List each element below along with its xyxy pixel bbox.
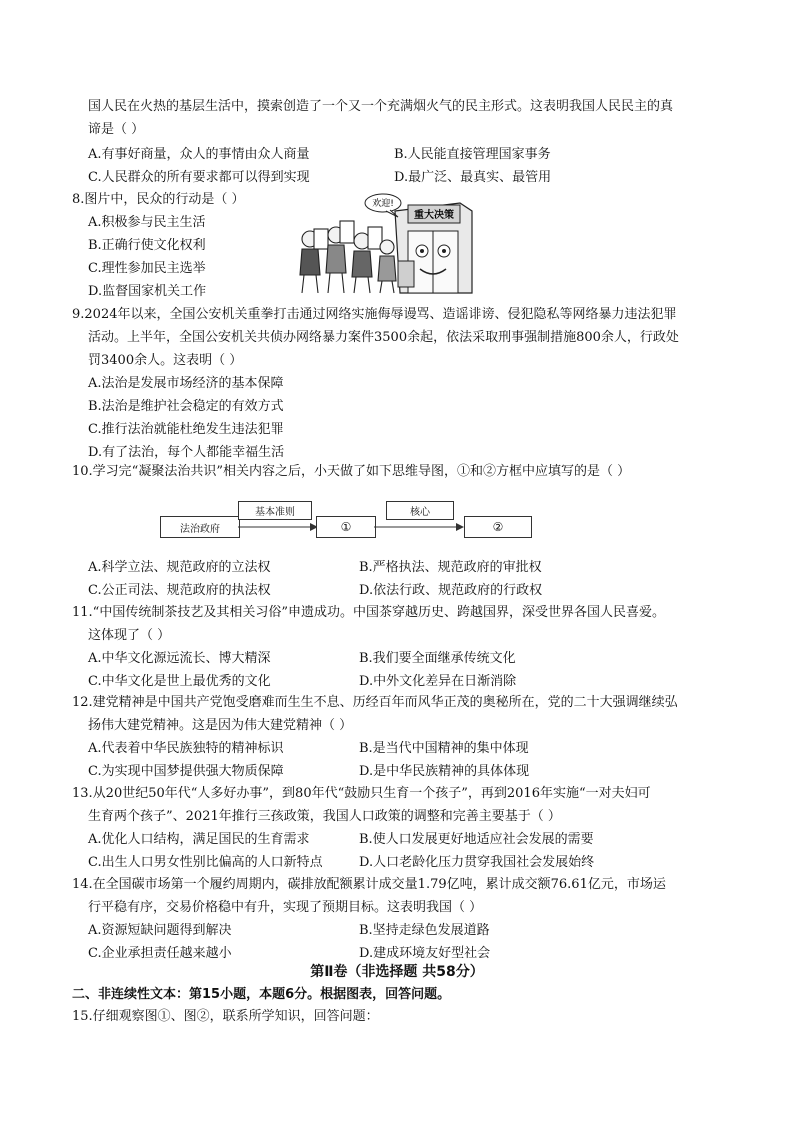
part2-section-heading: 二、非连续性文本：第15小题，本题6分。根据图表，回答问题。: [72, 987, 451, 1002]
q14-stem-line1: 14.在全国碳市场第一个履约周期内，碳排放配额累计成交量1.79亿吨，累计成交额76.61亿元，市场运: [72, 877, 666, 892]
q10-mind-map: [160, 499, 532, 545]
q10-option-d: D.依法行政、规范政府的行政权: [359, 583, 543, 598]
q7-stem-line1: 国人民在火热的基层生活中，摸索创造了一个又一个充满烟火气的民主形式。这表明我国人民民主的真: [88, 99, 674, 114]
q13-option-d: D.人口老龄化压力贯穿我国社会发展始终: [359, 855, 595, 870]
q9-option-b: B.法治是维护社会稳定的有效方式: [88, 399, 284, 414]
q8-option-d: D.监督国家机关工作: [88, 284, 207, 299]
q11-option-b: B.我们要全面继承传统文化: [359, 651, 516, 666]
q10-option-b: B.严格执法、规范政府的审批权: [359, 560, 542, 575]
q12-option-c: C.为实现中国梦提供强大物质保障: [88, 764, 284, 779]
q15-stem: 15.仔细观察图①、图②，联系所学知识，回答问题：: [72, 1009, 379, 1024]
q12-option-d: D.是中华民族精神的具体体现: [359, 764, 530, 779]
q11-stem-line2: 这体现了（ ）: [88, 628, 171, 643]
q7-option-a: A.有事好商量，众人的事情由众人商量: [88, 147, 310, 162]
q9-option-d: D.有了法治，每个人都能幸福生活: [88, 445, 285, 460]
q14-option-a: A.资源短缺问题得到解决: [88, 923, 232, 938]
q14-stem-line2: 行平稳有序，交易价格稳中有升，实现了预期目标。这表明我国（ ）: [88, 900, 483, 915]
q7-option-d: D.最广泛、最真实、最管用: [394, 170, 552, 185]
q7-option-c: C.人民群众的所有要求都可以得到实现: [88, 170, 310, 185]
q9-stem-line1: 9.2024年以来，全国公安机关重拳打击通过网络实施侮辱谩骂、造谣诽谤、侵犯隐私等网络暴力违法犯罪: [72, 307, 677, 322]
q11-stem-line1: 11.“中国传统制茶技艺及其相关习俗”申遗成功。中国茶穿越历史、跨越国界，深受世界各国人民喜爱。: [72, 605, 665, 620]
cartoon-illustration-icon: [290, 191, 475, 297]
q9-stem-line2: 活动。上半年，全国公安机关共侦办网络暴力案件3500余起，依法采取刑事强制措施800余人，行政处: [88, 330, 679, 345]
q14-option-c: C.企业承担责任越来越小: [88, 946, 232, 961]
cartoon-bubble-text: 欢迎!: [372, 199, 394, 209]
q8-option-c: C.理性参加民主选举: [88, 261, 206, 276]
mind-map-label-basic-principle: 基本准则: [238, 501, 312, 520]
part2-title: 第Ⅱ卷（非选择题 共58分）: [310, 964, 484, 980]
q12-option-a: A.代表着中华民族独特的精神标识: [88, 741, 284, 756]
q8-cartoon-illustration: [290, 191, 475, 297]
arrow-right-icon: [374, 517, 464, 537]
q13-stem-line2: 生育两个孩子”、2021年推行三孩政策，我国人口政策的调整和完善主要基于（ ）: [88, 809, 561, 824]
q13-option-b: B.使人口发展更好地适应社会发展的需要: [359, 832, 594, 847]
q12-option-b: B.是当代中国精神的集中体现: [359, 741, 529, 756]
q8-option-a: A.积极参与民主生活: [88, 215, 206, 230]
q13-stem-line1: 13.从20世纪50年代“人多好办事”，到80年代“鼓励只生育一个孩子”，再到2016年实施“一对夫妇可: [72, 786, 651, 801]
q12-stem-line1: 12.建党精神是中国共产党饱受磨难而生生不息、历经百年而风华正茂的奥秘所在，党的二十大强调继续弘: [72, 695, 678, 710]
mind-map-label-core: 核心: [386, 501, 454, 520]
q8-stem: 8.图片中，民众的行动是（ ）: [72, 192, 245, 207]
q10-stem: 10.学习完“凝聚法治共识”相关内容之后，小天做了如下思维导图，①和②方框中应填写的是（ ）: [72, 464, 631, 479]
mind-map-box-rule-of-law-government: 法治政府: [160, 516, 240, 538]
q11-option-a: A.中华文化源远流长、博大精深: [88, 651, 271, 666]
mind-map-box-blank-1: ①: [316, 516, 376, 538]
q13-option-c: C.出生人口男女性别比偏高的人口新特点: [88, 855, 323, 870]
q14-option-b: B.坚持走绿色发展道路: [359, 923, 490, 938]
q11-option-d: D.中外文化差异在日渐消除: [359, 674, 517, 689]
q7-option-b: B.人民能直接管理国家事务: [394, 147, 551, 162]
q12-stem-line2: 扬伟大建党精神。这是因为伟大建党精神（ ）: [88, 718, 353, 733]
q8-option-b: B.正确行使文化权利: [88, 238, 206, 253]
q11-option-c: C.中华文化是世上最优秀的文化: [88, 674, 271, 689]
q9-option-a: A.法治是发展市场经济的基本保障: [88, 376, 284, 391]
arrow-right-icon: [238, 517, 318, 537]
q14-option-d: D.建成环境友好型社会: [359, 946, 491, 961]
q7-stem-line2: 谛是（ ）: [88, 122, 145, 137]
mind-map-box-blank-2: ②: [464, 516, 532, 538]
q9-stem-line3: 罚3400余人。这表明（ ）: [88, 353, 243, 368]
q10-option-a: A.科学立法、规范政府的立法权: [88, 560, 271, 575]
q9-option-c: C.推行法治就能杜绝发生违法犯罪: [88, 422, 284, 437]
q10-option-c: C.公正司法、规范政府的执法权: [88, 583, 271, 598]
cartoon-sign-text: 重大决策: [414, 210, 454, 221]
q13-option-a: A.优化人口结构，满足国民的生育需求: [88, 832, 310, 847]
